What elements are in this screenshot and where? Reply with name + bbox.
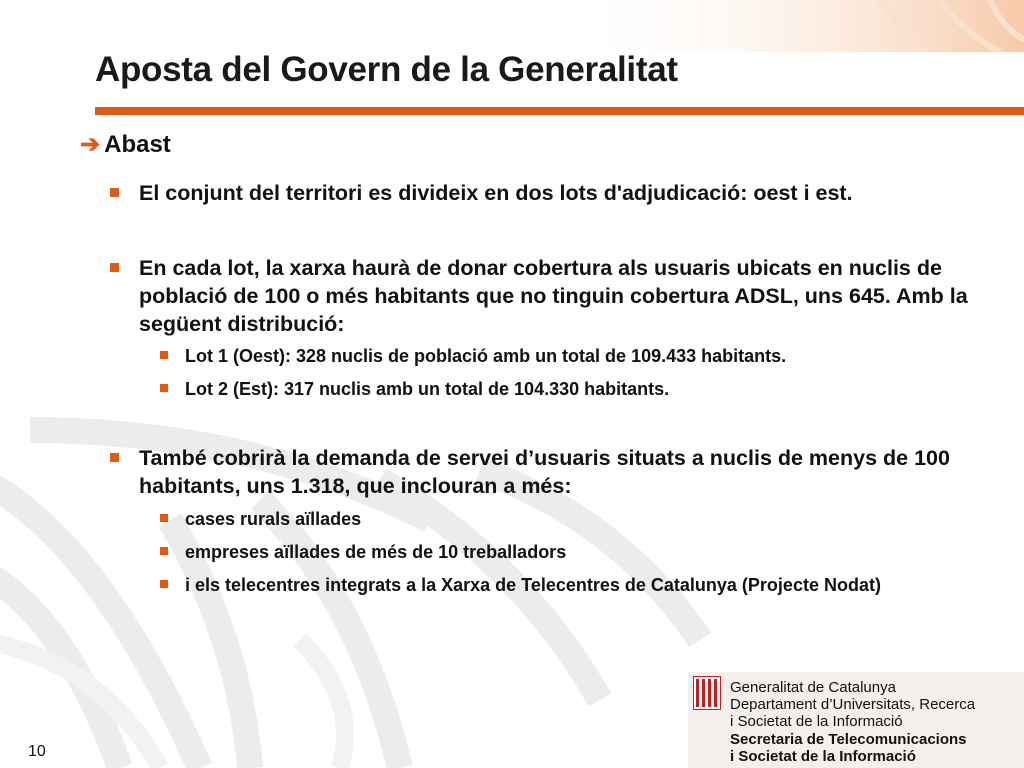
- list-item-text: El conjunt del territori es divideix en dos lots d'adjudicació: oest i est.: [139, 181, 853, 205]
- sub-list-item-text: empreses aïllades de més de 10 treballadors: [185, 542, 567, 562]
- list-item: [110, 444, 990, 500]
- arrow-right-icon: ➔: [80, 131, 101, 158]
- sub-list-item: [160, 573, 1000, 597]
- list-item-text: En cada lot, la xarxa haurà de donar cobertura als usuaris ubicats en nuclis de població de 100 o més habitants que no tinguin cobertura ADSL, uns 645. Amb la següent distribució:: [139, 256, 968, 336]
- section-heading: [80, 130, 171, 159]
- sub-list-item-text: i els telecentres integrats a la Xarxa de Telecentres de Catalunya (Projecte Nodat): [185, 575, 881, 595]
- square-bullet-icon: [160, 351, 168, 359]
- sub-list-item: [160, 344, 1000, 368]
- sub-list-item: [160, 507, 1000, 531]
- list-item: [110, 254, 990, 338]
- footer-secretariat-cont: i Societat de la Informació: [730, 748, 916, 765]
- list-item-text: També cobrirà la demanda de servei d’usuaris situats a nuclis de menys de 100 habitants, uns 1.318, que inclouran a més:: [139, 446, 950, 498]
- top-decorative-band: [0, 0, 1024, 52]
- page-number: 10: [28, 743, 46, 760]
- square-bullet-icon: [160, 580, 168, 588]
- sub-list-item: [160, 377, 1000, 401]
- page-title: Aposta del Govern de la Generalitat: [95, 50, 678, 89]
- sub-list-item-text: cases rurals aïllades: [185, 509, 362, 529]
- section-label: Abast: [104, 130, 171, 158]
- generalitat-logo: [693, 676, 721, 710]
- title-divider: [95, 107, 1024, 115]
- sub-list-item: [160, 540, 1000, 564]
- footer-department: Departament d’Universitats, Recerca: [730, 696, 976, 713]
- list-item: [110, 179, 990, 207]
- square-bullet-icon: [110, 188, 119, 197]
- square-bullet-icon: [160, 514, 168, 522]
- square-bullet-icon: [160, 384, 168, 392]
- footer-org-name: Generalitat de Catalunya: [730, 679, 896, 696]
- sub-list-item-text: Lot 1 (Oest): 328 nuclis de població amb un total de 109.433 habitants.: [185, 346, 787, 366]
- footer-secretariat: Secretaria de Telecomunicacions: [730, 731, 967, 748]
- footer-department-cont: i Societat de la Informació: [730, 713, 903, 730]
- square-bullet-icon: [110, 263, 119, 272]
- square-bullet-icon: [110, 453, 119, 462]
- sub-list-item-text: Lot 2 (Est): 317 nuclis amb un total de 104.330 habitants.: [185, 379, 670, 399]
- square-bullet-icon: [160, 547, 168, 555]
